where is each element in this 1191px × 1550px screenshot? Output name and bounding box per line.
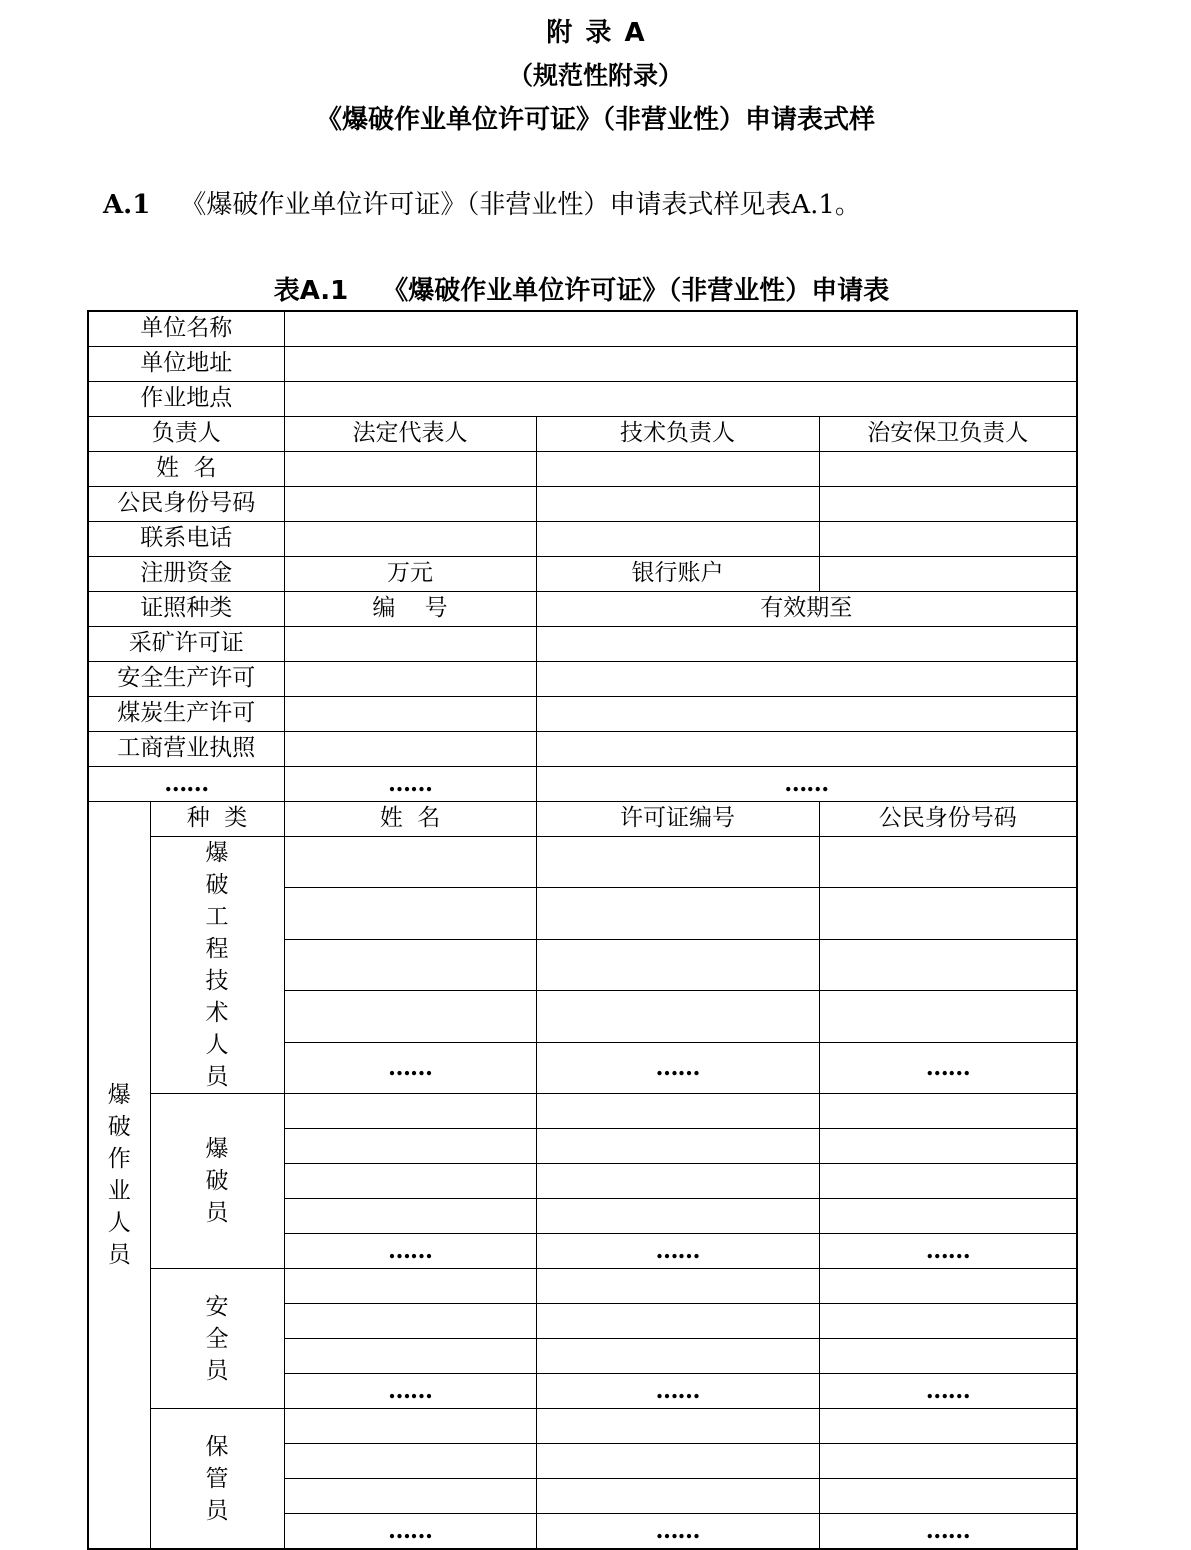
- bank-account-field[interactable]: [819, 557, 1077, 592]
- legal-rep-header: 法定代表人: [284, 417, 536, 452]
- ellipsis: ……: [284, 1042, 536, 1093]
- person-id-field[interactable]: [819, 1444, 1077, 1479]
- category-engineer: 爆破工程技术人员: [150, 837, 284, 1094]
- ellipsis: ……: [819, 1374, 1077, 1409]
- permit-number-field[interactable]: [536, 991, 819, 1042]
- table-row: [88, 1409, 1077, 1444]
- ellipsis: ……: [536, 1374, 819, 1409]
- person-name-field[interactable]: [284, 1409, 536, 1444]
- clause-text: 《爆破作业单位许可证》（非营业性）申请表式样见表A.1。: [180, 190, 861, 220]
- table-row: [88, 1094, 1077, 1129]
- unit-name-field[interactable]: [284, 311, 1077, 347]
- security-lead-name-field[interactable]: [819, 452, 1077, 487]
- table-row: [88, 522, 1077, 557]
- license-type-header: 证照种类: [88, 592, 284, 627]
- table-row: [88, 347, 1077, 382]
- clause-number: A.1: [103, 190, 151, 220]
- capital-field[interactable]: 万元: [284, 557, 536, 592]
- category-blaster: 爆破员: [150, 1094, 284, 1269]
- permit-number-field[interactable]: [536, 1304, 819, 1339]
- person-name-field[interactable]: [284, 1199, 536, 1234]
- phone-label: 联系电话: [88, 522, 284, 557]
- application-form-table: [87, 310, 1078, 1550]
- person-id-field[interactable]: [819, 1339, 1077, 1374]
- ellipsis: ……: [819, 1234, 1077, 1269]
- tech-lead-id-field[interactable]: [536, 487, 819, 522]
- table-caption: [0, 270, 1163, 307]
- personnel-group-label: 爆破作业人员: [88, 802, 150, 1550]
- permit-number-field[interactable]: [536, 1164, 819, 1199]
- person-id-field[interactable]: [819, 1129, 1077, 1164]
- mining-license-valid-field[interactable]: [536, 627, 1077, 662]
- person-name-field[interactable]: [284, 888, 536, 939]
- permit-number-field[interactable]: [536, 939, 819, 990]
- work-location-field[interactable]: [284, 382, 1077, 417]
- table-row: [88, 382, 1077, 417]
- permit-number-field[interactable]: [536, 888, 819, 939]
- person-id-field[interactable]: [819, 939, 1077, 990]
- table-row: [88, 767, 1077, 802]
- appendix-type: （规范性附录）: [507, 61, 683, 90]
- safety-license-label: 安全生产许可: [88, 662, 284, 697]
- work-location-label: 作业地点: [88, 382, 284, 417]
- person-id-field[interactable]: [819, 888, 1077, 939]
- ellipsis: ……: [284, 767, 536, 802]
- category-header: 种 类: [150, 802, 284, 837]
- person-name-header: 姓 名: [284, 802, 536, 837]
- responsible-header: 负责人: [88, 417, 284, 452]
- ellipsis: ……: [536, 1042, 819, 1093]
- person-name-field[interactable]: [284, 1164, 536, 1199]
- permit-number-field[interactable]: [536, 837, 819, 888]
- table-row: [88, 837, 1077, 888]
- table-row: [88, 311, 1077, 347]
- ellipsis: ……: [536, 1514, 819, 1550]
- name-label: 姓 名: [88, 452, 284, 487]
- permit-number-field[interactable]: [536, 1444, 819, 1479]
- table-row: [88, 1269, 1077, 1304]
- permit-number-field[interactable]: [536, 1269, 819, 1304]
- capital-label: 注册资金: [88, 557, 284, 592]
- legal-rep-id-field[interactable]: [284, 487, 536, 522]
- table-row: [88, 592, 1077, 627]
- ellipsis: ……: [819, 1514, 1077, 1550]
- ellipsis: ……: [284, 1374, 536, 1409]
- coal-license-valid-field[interactable]: [536, 697, 1077, 732]
- safety-license-number-field[interactable]: [284, 662, 536, 697]
- table-row: [88, 417, 1077, 452]
- category-safety-officer: 安全员: [150, 1269, 284, 1409]
- coal-license-number-field[interactable]: [284, 697, 536, 732]
- ellipsis: ……: [284, 1514, 536, 1550]
- permit-number-header: 许可证编号: [536, 802, 819, 837]
- form-title: 《爆破作业单位许可证》（非营业性）申请表式样: [315, 105, 875, 135]
- category-keeper: 保管员: [150, 1409, 284, 1550]
- person-id-field[interactable]: [819, 1269, 1077, 1304]
- legal-rep-name-field[interactable]: [284, 452, 536, 487]
- license-number-header: 编 号: [284, 592, 536, 627]
- person-id-field[interactable]: [819, 1409, 1077, 1444]
- ellipsis: ……: [88, 767, 284, 802]
- business-license-number-field[interactable]: [284, 732, 536, 767]
- person-id-field[interactable]: [819, 1199, 1077, 1234]
- table-caption-text: 《爆破作业单位许可证》（非营业性）申请表: [382, 276, 890, 306]
- bank-account-label: 银行账户: [536, 557, 819, 592]
- person-id-field[interactable]: [819, 1094, 1077, 1129]
- table-row: [88, 732, 1077, 767]
- permit-number-field[interactable]: [536, 1479, 819, 1514]
- unit-address-label: 单位地址: [88, 347, 284, 382]
- person-name-field[interactable]: [284, 991, 536, 1042]
- person-id-field[interactable]: [819, 1479, 1077, 1514]
- table-row: [88, 802, 1077, 837]
- legal-rep-phone-field[interactable]: [284, 522, 536, 557]
- table-row: [88, 487, 1077, 522]
- permit-number-field[interactable]: [536, 1199, 819, 1234]
- ellipsis: ……: [819, 1042, 1077, 1093]
- security-lead-id-field[interactable]: [819, 487, 1077, 522]
- ellipsis: ……: [284, 1234, 536, 1269]
- person-id-field[interactable]: [819, 991, 1077, 1042]
- person-id-field[interactable]: [819, 837, 1077, 888]
- person-name-field[interactable]: [284, 837, 536, 888]
- person-id-field[interactable]: [819, 1164, 1077, 1199]
- unit-name-label: 单位名称: [88, 311, 284, 347]
- table-row: [88, 452, 1077, 487]
- person-name-field[interactable]: [284, 1304, 536, 1339]
- ellipsis: ……: [536, 1234, 819, 1269]
- clause-paragraph: [103, 184, 861, 221]
- mining-license-number-field[interactable]: [284, 627, 536, 662]
- permit-number-field[interactable]: [536, 1129, 819, 1164]
- person-name-field[interactable]: [284, 1444, 536, 1479]
- tech-lead-name-field[interactable]: [536, 452, 819, 487]
- person-name-field[interactable]: [284, 1339, 536, 1374]
- permit-number-field[interactable]: [536, 1339, 819, 1374]
- table-row: [88, 697, 1077, 732]
- person-name-field[interactable]: [284, 1129, 536, 1164]
- permit-number-field[interactable]: [536, 1094, 819, 1129]
- security-lead-phone-field[interactable]: [819, 522, 1077, 557]
- tech-lead-header: 技术负责人: [536, 417, 819, 452]
- tech-lead-phone-field[interactable]: [536, 522, 819, 557]
- coal-license-label: 煤炭生产许可: [88, 697, 284, 732]
- safety-license-valid-field[interactable]: [536, 662, 1077, 697]
- mining-license-label: 采矿许可证: [88, 627, 284, 662]
- person-id-field[interactable]: [819, 1304, 1077, 1339]
- person-name-field[interactable]: [284, 939, 536, 990]
- valid-until-header: 有效期至: [536, 592, 1077, 627]
- person-name-field[interactable]: [284, 1479, 536, 1514]
- business-license-valid-field[interactable]: [536, 732, 1077, 767]
- person-name-field[interactable]: [284, 1269, 536, 1304]
- appendix-title: 附 录 A: [546, 18, 645, 48]
- table-row: [88, 662, 1077, 697]
- table-row: [88, 557, 1077, 592]
- ellipsis: ……: [536, 767, 1077, 802]
- person-name-field[interactable]: [284, 1094, 536, 1129]
- unit-address-field[interactable]: [284, 347, 1077, 382]
- permit-number-field[interactable]: [536, 1409, 819, 1444]
- table-row: [88, 627, 1077, 662]
- table-number: 表A.1: [273, 276, 349, 306]
- id-number-label: 公民身份号码: [88, 487, 284, 522]
- security-lead-header: 治安保卫负责人: [819, 417, 1077, 452]
- person-id-header: 公民身份号码: [819, 802, 1077, 837]
- business-license-label: 工商营业执照: [88, 732, 284, 767]
